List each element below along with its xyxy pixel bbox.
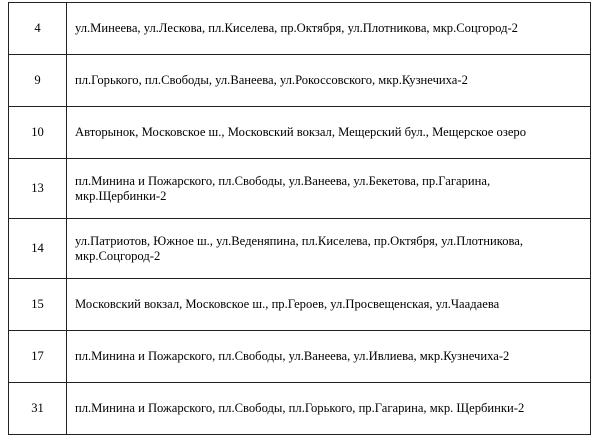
route-number: 4 <box>9 3 67 55</box>
route-table <box>8 2 591 435</box>
route-number: 17 <box>9 331 67 383</box>
route-stops: пл.Минина и Пожарского, пл.Свободы, пл.Горького, пр.Гагарина, мкр. Щербинки-2 <box>67 383 591 435</box>
table-row <box>9 219 591 279</box>
route-stops: Московский вокзал, Московское ш., пр.Героев, ул.Просвещенская, ул.Чаадаева <box>67 279 591 331</box>
route-stops: ул.Минеева, ул.Лескова, пл.Киселева, пр.Октября, ул.Плотникова, мкр.Соцгород-2 <box>67 3 591 55</box>
route-number: 10 <box>9 107 67 159</box>
table-row <box>9 331 591 383</box>
table-row <box>9 383 591 435</box>
table-row <box>9 279 591 331</box>
route-stops: пл.Минина и Пожарского, пл.Свободы, ул.Ванеева, ул.Бекетова, пр.Гагарина, мкр.Щербинки-2 <box>67 159 591 219</box>
table-row <box>9 55 591 107</box>
route-stops: ул.Патриотов, Южное ш., ул.Веденяпина, пл.Киселева, пр.Октября, ул.Плотникова, мкр.Соцгород-2 <box>67 219 591 279</box>
route-stops: пл.Горького, пл.Свободы, ул.Ванеева, ул.Рокоссовского, мкр.Кузнечиха-2 <box>67 55 591 107</box>
table-row <box>9 3 591 55</box>
route-stops: Авторынок, Московское ш., Московский вокзал, Мещерский бул., Мещерское озеро <box>67 107 591 159</box>
table-row <box>9 159 591 219</box>
route-number: 13 <box>9 159 67 219</box>
table-row <box>9 107 591 159</box>
route-stops: пл.Минина и Пожарского, пл.Свободы, ул.Ванеева, ул.Ивлиева, мкр.Кузнечиха-2 <box>67 331 591 383</box>
route-number: 15 <box>9 279 67 331</box>
route-number: 31 <box>9 383 67 435</box>
route-number: 14 <box>9 219 67 279</box>
route-number: 9 <box>9 55 67 107</box>
